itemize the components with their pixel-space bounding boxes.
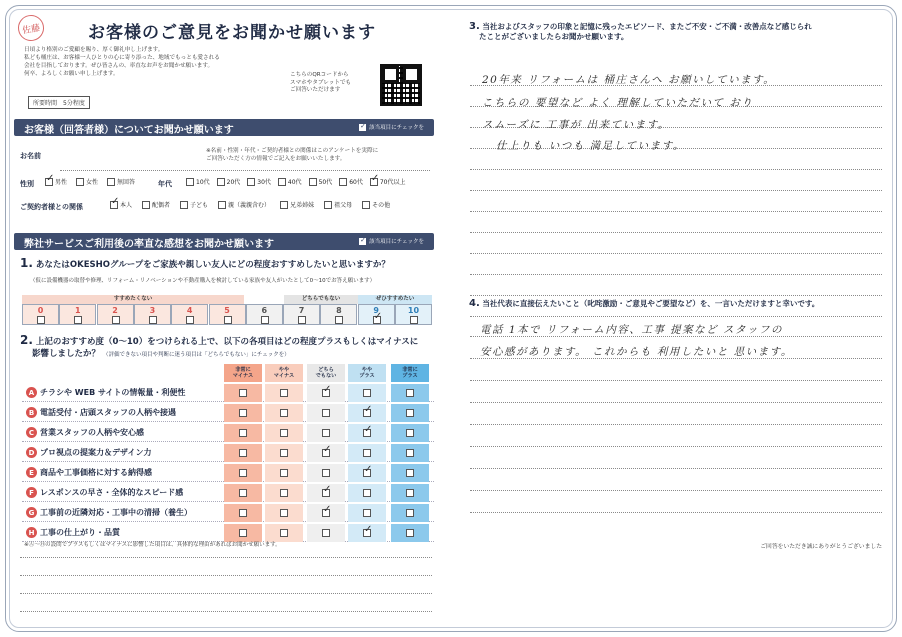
rating-cell[interactable] bbox=[224, 464, 262, 482]
rating-cell[interactable] bbox=[265, 384, 303, 402]
name-note-line: ご回答いただく方の情報でご記入をお願いいたします。 bbox=[206, 155, 346, 162]
rating-cell[interactable] bbox=[265, 424, 303, 442]
answer-line[interactable] bbox=[470, 274, 882, 275]
thanks-text: ご回答をいただき誠にありがとうございました bbox=[760, 544, 882, 550]
answer-line[interactable] bbox=[470, 402, 882, 403]
scale-checkbox[interactable] bbox=[112, 316, 120, 324]
rating-cell[interactable] bbox=[265, 444, 303, 462]
rating-letter-badge: A bbox=[26, 387, 37, 398]
q1-subtitle: （仮に設備機器の取替や修理、リフォーム・リノベーションや不動産購入を検討している家族や友人がいたとして0〜10でお答え願います） bbox=[30, 278, 376, 284]
age-option[interactable] bbox=[186, 177, 210, 186]
gender-option-label: 男性 bbox=[55, 179, 68, 186]
rating-column-header: やや プラス bbox=[348, 364, 386, 382]
rating-checkbox[interactable] bbox=[406, 409, 414, 417]
q1-title bbox=[20, 256, 390, 270]
intro-line: 日頃より格別のご愛顧を賜り、厚く御礼申し上げます。 bbox=[24, 47, 164, 53]
q2-title bbox=[20, 333, 418, 347]
gender-option[interactable] bbox=[76, 177, 98, 186]
rating-checkbox[interactable] bbox=[322, 489, 330, 497]
relation-option-label: 本人 bbox=[120, 202, 133, 209]
rating-cell[interactable] bbox=[224, 484, 262, 502]
rating-checkbox[interactable] bbox=[322, 389, 330, 397]
relation-checkbox[interactable] bbox=[362, 201, 370, 209]
rating-column-header: やや マイナス bbox=[265, 364, 303, 382]
rating-cell[interactable] bbox=[391, 524, 429, 542]
q4-number: 4. bbox=[469, 298, 480, 309]
q3-title-text: 当社およびスタッフの印象と記憶に残ったエピソード、またご不安・ご不満・改善点など感じられ bbox=[482, 22, 812, 31]
rating-cell[interactable] bbox=[307, 484, 345, 502]
qr-caption-line: スマホやタブレットでも bbox=[290, 79, 352, 86]
rating-checkbox[interactable] bbox=[280, 449, 288, 457]
rating-letter-badge: G bbox=[26, 507, 37, 518]
qr-code[interactable] bbox=[380, 64, 422, 106]
relation-checkbox[interactable] bbox=[324, 201, 332, 209]
relation-option[interactable] bbox=[110, 200, 132, 209]
rating-cell[interactable] bbox=[348, 404, 386, 422]
rating-row-label bbox=[26, 387, 185, 398]
relation-option[interactable] bbox=[362, 200, 390, 209]
rating-checkbox[interactable] bbox=[322, 429, 330, 437]
rating-column-header: 非常に マイナス bbox=[224, 364, 262, 382]
rating-checkbox[interactable] bbox=[406, 429, 414, 437]
rating-cell[interactable] bbox=[348, 424, 386, 442]
rating-checkbox[interactable] bbox=[406, 469, 414, 477]
answer-line[interactable] bbox=[470, 211, 882, 212]
rating-checkbox[interactable] bbox=[239, 449, 247, 457]
answer-line[interactable] bbox=[470, 424, 882, 425]
rating-row-label bbox=[26, 467, 152, 478]
section-feedback-header bbox=[14, 233, 434, 250]
rating-row-label bbox=[26, 427, 144, 438]
rating-checkbox[interactable] bbox=[322, 469, 330, 477]
q3-handwritten-line: 仕上りも いつも 満足しています。 bbox=[496, 140, 685, 152]
check-note bbox=[359, 123, 424, 131]
section-title: 弊社サービスご利用後の率直な感想をお聞かせ願います bbox=[24, 239, 274, 250]
rating-cell[interactable] bbox=[307, 404, 345, 422]
intro-line: 何卒、よろしくお願い申し上げます。 bbox=[24, 71, 119, 77]
rating-checkbox[interactable] bbox=[239, 389, 247, 397]
name-note bbox=[206, 148, 378, 163]
scale-number: 7 bbox=[298, 306, 305, 315]
relation-option-label: 親（義親含む） bbox=[228, 202, 271, 209]
answer-line[interactable] bbox=[470, 468, 882, 469]
scale-head-neutral: どちらでもない bbox=[284, 295, 358, 304]
rating-cell[interactable] bbox=[391, 384, 429, 402]
rating-row bbox=[22, 464, 434, 482]
age-option-label: 70代以上 bbox=[379, 179, 406, 186]
relation-option[interactable] bbox=[324, 200, 352, 209]
rating-cell[interactable] bbox=[307, 504, 345, 522]
scale-number: 3 bbox=[149, 306, 156, 315]
rating-cell[interactable] bbox=[224, 504, 262, 522]
rating-checkbox[interactable] bbox=[280, 469, 288, 477]
recommend-scale bbox=[22, 295, 432, 325]
scale-option-4[interactable] bbox=[171, 304, 208, 325]
rating-letter-badge: B bbox=[26, 407, 37, 418]
scale-checkbox[interactable] bbox=[37, 316, 45, 324]
rating-checkbox[interactable] bbox=[406, 529, 414, 537]
scale-checkbox[interactable] bbox=[410, 316, 418, 324]
q2-title-2 bbox=[32, 347, 290, 359]
scale-option-2[interactable] bbox=[97, 304, 134, 325]
rating-letter-badge: D bbox=[26, 447, 37, 458]
scale-checkbox[interactable] bbox=[74, 316, 82, 324]
rating-cell[interactable] bbox=[224, 384, 262, 402]
scale-option-3[interactable] bbox=[134, 304, 171, 325]
scale-checkbox[interactable] bbox=[373, 316, 381, 324]
section-respondent-header bbox=[14, 119, 434, 136]
q3-title-text-2: たことがございましたらお聞かせ願います。 bbox=[479, 32, 629, 41]
rating-letter-badge: C bbox=[26, 427, 37, 438]
rating-cell[interactable] bbox=[265, 484, 303, 502]
rating-checkbox[interactable] bbox=[322, 529, 330, 537]
check-note-label: 該当項目にチェックを bbox=[369, 239, 424, 245]
rating-checkbox[interactable] bbox=[322, 449, 330, 457]
rating-cell[interactable] bbox=[265, 464, 303, 482]
rating-checkbox[interactable] bbox=[406, 389, 414, 397]
scale-option-1[interactable] bbox=[59, 304, 96, 325]
rating-cell[interactable] bbox=[307, 424, 345, 442]
footnote: ※Ⓐ〜Ⓗの設問でプラスもしくはマイナスに影響した項目は、具体的な理由があればお聞かせ願います。 bbox=[24, 542, 281, 548]
check-icon bbox=[359, 124, 366, 131]
rating-checkbox[interactable] bbox=[363, 429, 371, 437]
rating-cell[interactable] bbox=[391, 404, 429, 422]
rating-checkbox[interactable] bbox=[239, 469, 247, 477]
scale-number: 1 bbox=[75, 306, 81, 315]
rating-row bbox=[22, 444, 434, 462]
relation-option-label: 子ども bbox=[190, 202, 209, 209]
qr-caption-line: ご回答いただけます bbox=[290, 87, 341, 93]
rating-cell[interactable] bbox=[307, 464, 345, 482]
rating-checkbox[interactable] bbox=[239, 429, 247, 437]
q4-handwritten-line: 安心感があります。 これからも 利用したいと 思います。 bbox=[480, 346, 793, 358]
answer-line[interactable] bbox=[470, 169, 882, 170]
relation-option-label: 配偶者 bbox=[152, 202, 171, 209]
rating-cell[interactable] bbox=[265, 404, 303, 422]
scale-number: 5 bbox=[224, 306, 230, 315]
age-checkbox[interactable] bbox=[370, 178, 378, 186]
rating-checkbox[interactable] bbox=[280, 389, 288, 397]
answer-line[interactable] bbox=[20, 575, 432, 576]
rating-checkbox[interactable] bbox=[239, 409, 247, 417]
q4-title bbox=[469, 299, 819, 309]
age-checkbox[interactable] bbox=[217, 178, 225, 186]
rating-checkbox[interactable] bbox=[363, 509, 371, 517]
scale-checkbox[interactable] bbox=[149, 316, 157, 324]
q4-handwritten-line: 電話 1本で リフォーム内容、工事 提案など スタッフの bbox=[480, 324, 784, 336]
scale-option-0[interactable] bbox=[22, 304, 59, 325]
rating-cell[interactable] bbox=[307, 524, 345, 542]
rating-checkbox[interactable] bbox=[280, 529, 288, 537]
relation-option-label: 兄弟姉妹 bbox=[290, 202, 315, 209]
rating-checkbox[interactable] bbox=[280, 409, 288, 417]
scale-checkbox[interactable] bbox=[335, 316, 343, 324]
rating-checkbox[interactable] bbox=[239, 529, 247, 537]
rating-checkbox[interactable] bbox=[406, 509, 414, 517]
name-label: お名前 bbox=[20, 152, 41, 160]
scale-checkbox[interactable] bbox=[224, 316, 232, 324]
relation-option[interactable] bbox=[142, 200, 170, 209]
age-checkbox[interactable] bbox=[309, 178, 317, 186]
answer-line[interactable] bbox=[470, 512, 882, 513]
scale-checkbox[interactable] bbox=[298, 316, 306, 324]
gender-options bbox=[45, 177, 135, 186]
age-checkbox[interactable] bbox=[186, 178, 194, 186]
rating-cell[interactable] bbox=[348, 464, 386, 482]
rating-column-header: 非常に プラス bbox=[391, 364, 429, 382]
q1-title-text: あなたはOKESHOグループをご家族や親しい友人にどの程度おすすめしたいと思いますか？ bbox=[35, 260, 390, 270]
rating-cell[interactable] bbox=[391, 484, 429, 502]
q4-title-text: 当社代表に直接伝えたいこと（叱咤激励・ご意見やご要望など）を、一言いただけますと幸いです。 bbox=[482, 299, 820, 308]
answer-line[interactable] bbox=[470, 380, 882, 381]
relation-checkbox[interactable] bbox=[142, 201, 150, 209]
rating-cell[interactable] bbox=[224, 404, 262, 422]
age-checkbox[interactable] bbox=[247, 178, 255, 186]
rating-checkbox[interactable] bbox=[322, 409, 330, 417]
name-entry-line[interactable] bbox=[60, 170, 430, 171]
rating-row-text: 工事前の近隣対応・工事中の清掃（養生） bbox=[40, 508, 192, 517]
rating-checkbox[interactable] bbox=[363, 529, 371, 537]
q2-number: 2. bbox=[20, 333, 33, 347]
scale-checkbox[interactable] bbox=[186, 316, 194, 324]
scale-head-positive: ぜひすすめたい bbox=[358, 295, 432, 304]
scale-number: 0 bbox=[37, 306, 44, 315]
scale-option-6[interactable] bbox=[246, 304, 283, 325]
rating-row-label bbox=[26, 447, 151, 458]
gender-option[interactable] bbox=[107, 177, 135, 186]
rating-cell[interactable] bbox=[348, 524, 386, 542]
scale-option-9[interactable] bbox=[358, 304, 395, 325]
relation-option-label: その他 bbox=[372, 202, 391, 209]
rating-checkbox[interactable] bbox=[239, 509, 247, 517]
rating-cell[interactable] bbox=[224, 444, 262, 462]
qr-caption bbox=[290, 72, 372, 95]
rating-row bbox=[22, 404, 434, 422]
q2-title-text-2: 影響しましたか？ bbox=[32, 349, 101, 359]
time-required-label: 所要時間 5分程度 bbox=[28, 96, 90, 109]
intro-line: 私ども桶庄は、お客様一人ひとりの心に寄り添った、地域でもっとも愛される bbox=[24, 55, 220, 61]
rating-cell[interactable] bbox=[348, 484, 386, 502]
rating-checkbox[interactable] bbox=[280, 429, 288, 437]
rating-row-label bbox=[26, 407, 176, 418]
q3-handwritten-line: こちらの 要望など よく 理解していただいて おり bbox=[482, 97, 754, 109]
rating-row-text: 商品や工事価格に対する納得感 bbox=[40, 468, 152, 477]
rating-row-text: 工事の仕上がり・品質 bbox=[40, 528, 120, 537]
age-option[interactable] bbox=[217, 177, 241, 186]
rating-row-text: 電話受付・店頭スタッフの人柄や接遇 bbox=[40, 408, 176, 417]
name-stamp: 佐藤 bbox=[16, 13, 46, 43]
age-option[interactable] bbox=[278, 177, 302, 186]
rating-row-label bbox=[26, 527, 120, 538]
q3-handwritten-line: 20年来 リフォームは 桶庄さんへ お願いしています。 bbox=[482, 74, 776, 86]
gender-checkbox[interactable] bbox=[107, 178, 115, 186]
rating-cell[interactable] bbox=[348, 504, 386, 522]
scale-option-10[interactable] bbox=[395, 304, 432, 325]
scale-number: 2 bbox=[112, 306, 118, 315]
answer-line[interactable] bbox=[20, 557, 432, 558]
relation-options bbox=[110, 200, 390, 209]
rating-cell[interactable] bbox=[391, 444, 429, 462]
rating-checkbox[interactable] bbox=[363, 389, 371, 397]
rating-cell[interactable] bbox=[307, 444, 345, 462]
gender-option-label: 女性 bbox=[86, 179, 99, 186]
rating-checkbox[interactable] bbox=[239, 489, 247, 497]
scale-number: 4 bbox=[186, 306, 193, 315]
rating-checkbox[interactable] bbox=[406, 489, 414, 497]
scale-option-5[interactable] bbox=[209, 304, 246, 325]
q3-number: 3. bbox=[469, 21, 480, 32]
answer-line[interactable] bbox=[470, 253, 882, 254]
relation-checkbox[interactable] bbox=[280, 201, 288, 209]
relation-option[interactable] bbox=[218, 200, 270, 209]
rating-checkbox[interactable] bbox=[280, 509, 288, 517]
answer-line[interactable] bbox=[470, 295, 882, 296]
q2-title-text: 上記のおすすめ度（0〜10）をつけられる上で、以下の各項目はどの程度プラスもしくはマイナスに bbox=[35, 337, 419, 347]
relation-checkbox[interactable] bbox=[218, 201, 226, 209]
relation-label: ご契約者様との関係 bbox=[20, 203, 83, 211]
scale-option-8[interactable] bbox=[320, 304, 357, 325]
scale-number: 10 bbox=[407, 306, 420, 315]
age-option-label: 20代 bbox=[226, 179, 241, 186]
rating-row bbox=[22, 504, 434, 522]
rating-row-label bbox=[26, 487, 183, 498]
rating-cell[interactable] bbox=[348, 384, 386, 402]
intro-text bbox=[24, 46, 294, 78]
check-note-label: 該当項目にチェックを bbox=[369, 125, 424, 131]
page-title: お客様のご意見をお聞かせ願います bbox=[88, 23, 376, 43]
age-option[interactable] bbox=[370, 177, 406, 186]
age-option[interactable] bbox=[339, 177, 363, 186]
gender-checkbox[interactable] bbox=[45, 178, 53, 186]
rating-checkbox[interactable] bbox=[363, 469, 371, 477]
age-checkbox[interactable] bbox=[339, 178, 347, 186]
section-title: お客様（回答者様）についてお聞かせ願います bbox=[24, 125, 234, 136]
rating-row bbox=[22, 384, 434, 402]
rating-letter-badge: H bbox=[26, 527, 37, 538]
scale-number: 8 bbox=[336, 306, 342, 315]
rating-cell[interactable] bbox=[307, 384, 345, 402]
answer-line[interactable] bbox=[470, 190, 882, 191]
relation-option-label: 祖父母 bbox=[334, 202, 353, 209]
rating-cell[interactable] bbox=[348, 444, 386, 462]
rating-cell[interactable] bbox=[391, 424, 429, 442]
scale-head-negative: すすめたくない bbox=[22, 295, 244, 304]
check-note bbox=[359, 237, 424, 245]
rating-row-text: チラシや WEB サイトの情報量・利便性 bbox=[40, 388, 186, 397]
relation-option[interactable] bbox=[180, 200, 208, 209]
rating-row-label bbox=[26, 507, 192, 518]
age-option-label: 10代 bbox=[196, 179, 210, 186]
q3-handwritten-line: スムーズに 工事が 出来ています。 bbox=[482, 119, 670, 131]
rating-letter-badge: F bbox=[26, 487, 37, 498]
name-note-line: ※名前・性別・年代・ご契約者様との関係はこのアンケートを実際に bbox=[206, 148, 379, 154]
intro-line: 会社を目指しております。ぜひ皆さんの、率直なお声をお聞かせ願います。 bbox=[24, 63, 214, 69]
answer-line[interactable] bbox=[20, 593, 432, 594]
age-checkbox[interactable] bbox=[278, 178, 286, 186]
age-option-label: 60代 bbox=[349, 179, 363, 186]
rating-cell[interactable] bbox=[391, 504, 429, 522]
scale-number: 6 bbox=[261, 306, 268, 315]
rating-row-text: 営業スタッフの人柄や安心感 bbox=[40, 428, 144, 437]
rating-cell[interactable] bbox=[391, 464, 429, 482]
q2-subtitle: （評価できない項目や判断に迷う項目は「どちらでもない」にチェックを） bbox=[102, 352, 290, 358]
age-option-label: 50代 bbox=[318, 179, 333, 186]
gender-option-label: 無回答 bbox=[117, 179, 136, 186]
rating-checkbox[interactable] bbox=[363, 409, 371, 417]
age-option[interactable] bbox=[247, 177, 271, 186]
answer-line[interactable] bbox=[470, 446, 882, 447]
answer-line[interactable] bbox=[470, 490, 882, 491]
scale-option-7[interactable] bbox=[283, 304, 320, 325]
answer-line[interactable] bbox=[20, 611, 432, 612]
rating-cell[interactable] bbox=[265, 504, 303, 522]
rating-checkbox[interactable] bbox=[363, 489, 371, 497]
rating-checkbox[interactable] bbox=[322, 509, 330, 517]
rating-checkbox[interactable] bbox=[406, 449, 414, 457]
gender-label: 性別 bbox=[20, 180, 34, 188]
scale-checkbox[interactable] bbox=[261, 316, 269, 324]
relation-checkbox[interactable] bbox=[110, 201, 118, 209]
rating-column-header: どちら でもない bbox=[307, 364, 345, 382]
rating-checkbox[interactable] bbox=[363, 449, 371, 457]
rating-row bbox=[22, 424, 434, 442]
rating-row-text: レスポンスの早さ・全体的なスピード感 bbox=[40, 488, 184, 497]
rating-row-text: プロ視点の提案力＆デザイン力 bbox=[40, 448, 152, 457]
rating-row bbox=[22, 484, 434, 502]
age-options bbox=[186, 177, 405, 186]
relation-option[interactable] bbox=[280, 200, 314, 209]
gender-checkbox[interactable] bbox=[76, 178, 84, 186]
check-icon bbox=[359, 238, 366, 245]
age-option-label: 40代 bbox=[287, 179, 302, 186]
age-option-label: 30代 bbox=[257, 179, 271, 186]
relation-checkbox[interactable] bbox=[180, 201, 188, 209]
rating-cell[interactable] bbox=[224, 424, 262, 442]
age-option[interactable] bbox=[309, 177, 333, 186]
rating-letter-badge: E bbox=[26, 467, 37, 478]
gender-option[interactable] bbox=[45, 177, 67, 186]
q1-number: 1. bbox=[20, 256, 33, 270]
age-label: 年代 bbox=[158, 180, 172, 188]
qr-caption-line: こちらのQRコードから bbox=[290, 72, 349, 78]
answer-line[interactable] bbox=[470, 316, 882, 317]
rating-checkbox[interactable] bbox=[280, 489, 288, 497]
answer-line[interactable] bbox=[470, 232, 882, 233]
q3-title bbox=[469, 22, 812, 42]
